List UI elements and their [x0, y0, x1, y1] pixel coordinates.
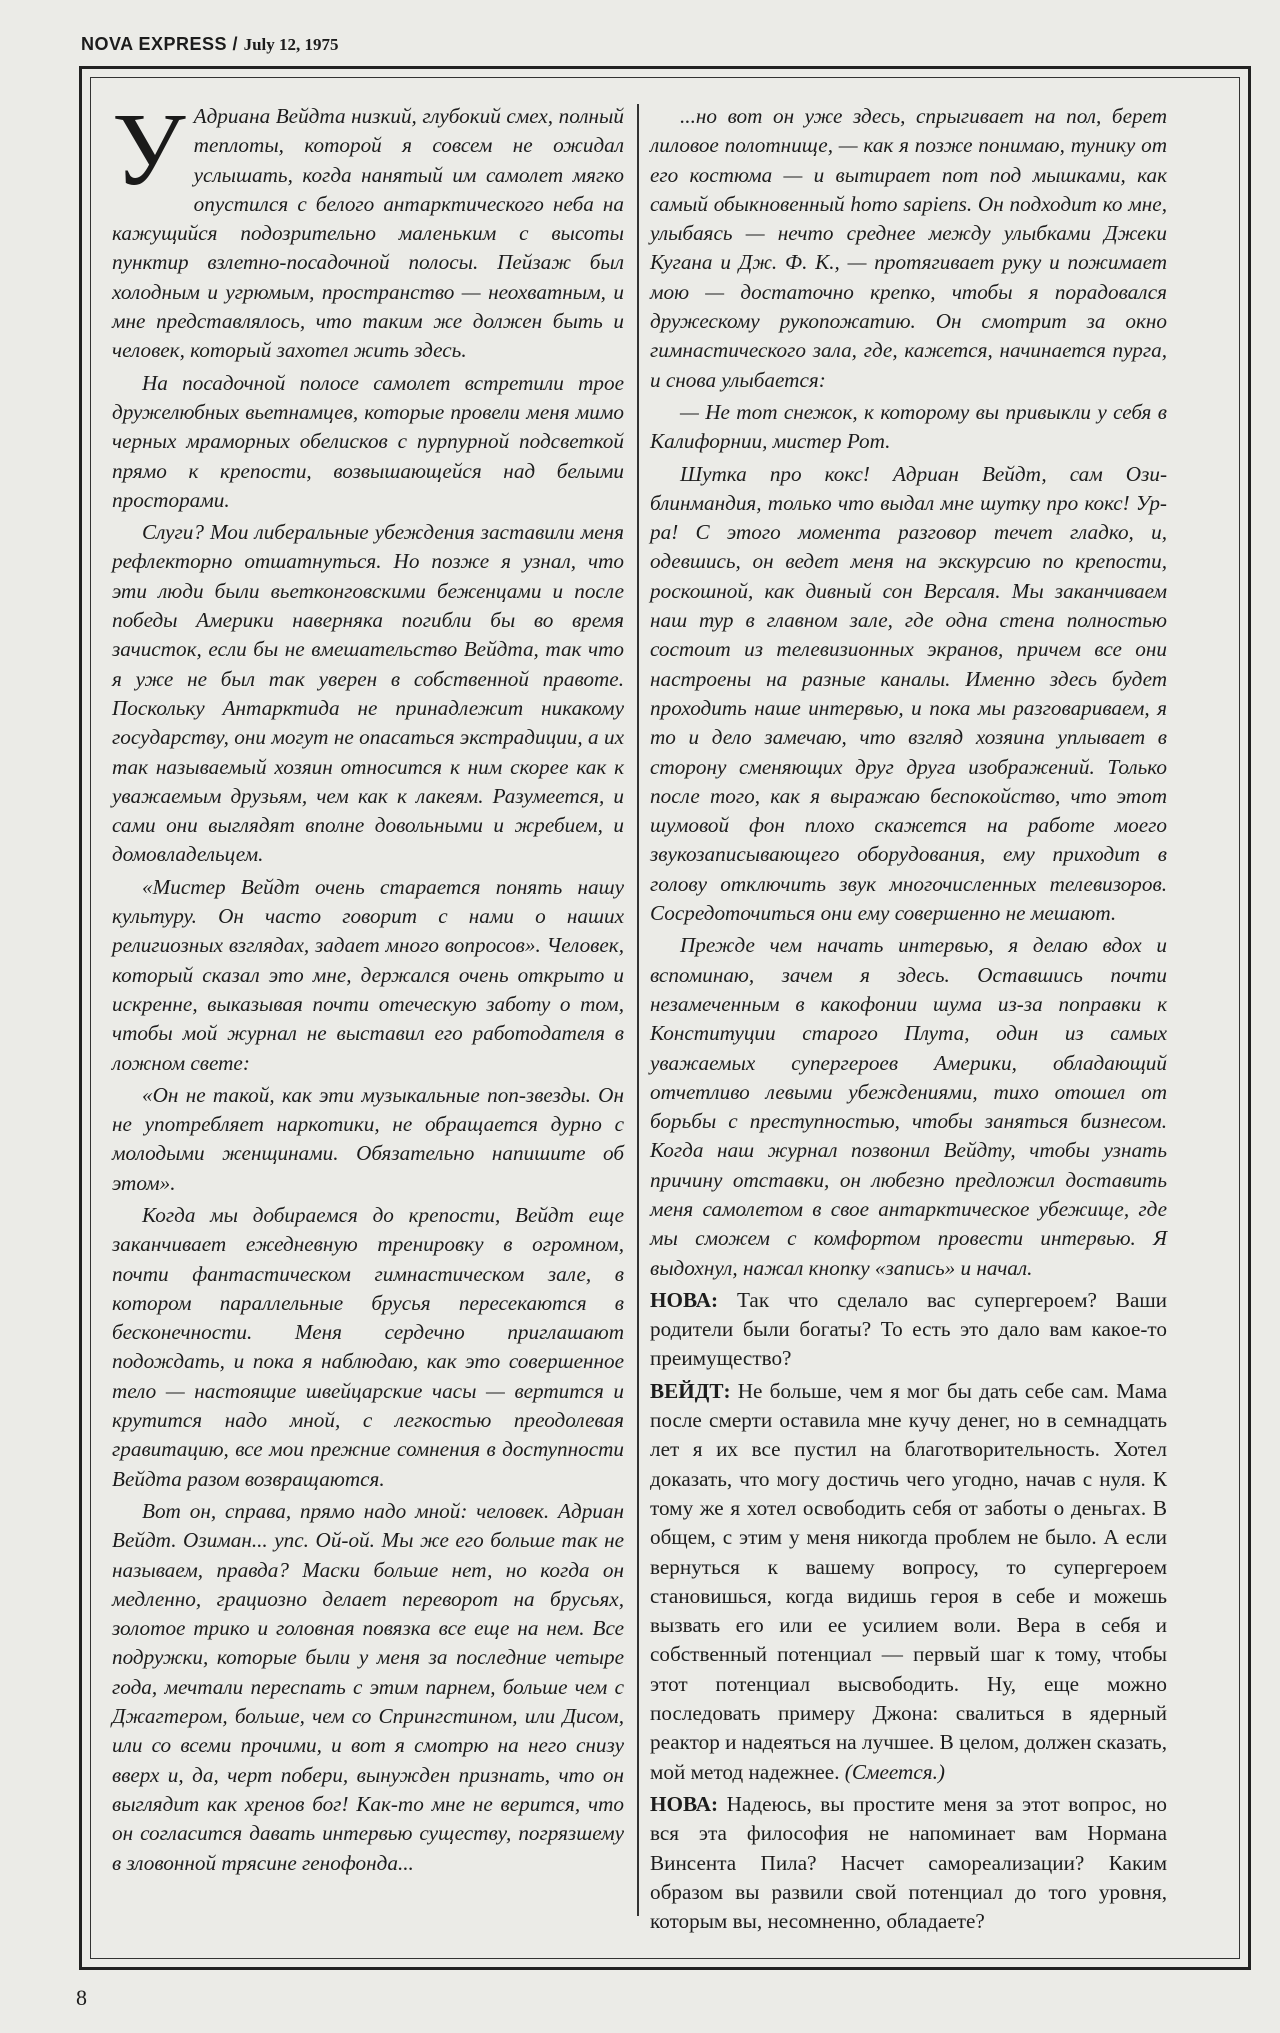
- paragraph: Когда мы добираемся до крепости, Вейдт еще заканчивает ежедневную тренировку в огромном, почти фантастическом гимнастическом зале, в котором параллельные брусья пересекаются в бесконечности. Меня сердечно приглашают подождать, и пока я наблюдаю, как это совершенное тело — настоящие швейцарские часы — вертится и крутится надо мной, с легкостью преодолевая гравитацию, все мои прежние сомнения в доступности Вейдта разом возвращаются.: [112, 1202, 624, 1491]
- paragraph: «Он не такой, как эти музыкальные поп-звезды. Он не употребляет наркотики, не обращается дурно с молодыми женщинами. Обязательно напишите об этом».: [112, 1082, 624, 1195]
- interview-question: [650, 1790, 1167, 1936]
- paragraph: ...но вот он уже здесь, спрыгивает на пол, берет лиловое полотнище, — как я позже понимаю, тунику от его костюма — и вытирает пот под мышками, как самый обыкновенный homo sapiens. Он подходит ко мне, улыбаясь — нечто среднее между улыбками Джеки Кугана и Дж. Ф. К., — протягивает руку и пожимает мою — достаточно крепко, чтобы я порадовался дружескому рукопожатию. Он смотрит за окно гимнастического зала, где, кажется, начинается пурга, и снова улыбается:: [650, 104, 1167, 392]
- paragraph: На посадочной полосе самолет встретили трое дружелюбных вьетнамцев, которые провели меня мимо черных мраморных обелисков с пурпурной подсветкой прямо к крепости, возвышающейся над белыми просторами.: [112, 370, 624, 512]
- speaker-label: ВЕЙДТ:: [650, 1378, 731, 1403]
- column-rule: [637, 104, 639, 1916]
- paragraph: Прежде чем начать интервью, я делаю вдох и вспоминаю, зачем я здесь. Оставшись почти незамеченным в какофонии шума из-за поправки к Конституции старого Плута, один из самых уважаемых супергероев Америки, обладающий отчетливо левыми убеждениями, тихо отошел от борьбы с преступностью, чтобы заняться бизнесом. Когда наш журнал позвонил Вейдту, чтобы узнать причину отставки, он любезно предложил доставить меня самолетом в свое антарктическое убежище, где мы сможем с комфортом провести интервью. Я выдохнул, нажал кнопку «запись» и начал.: [650, 933, 1167, 1280]
- interview-text: Не больше, чем я мог бы дать себе сам. Мама после смерти оставила мне кучу денег, но в семнадцать лет я их все пустил на благотворительность. Хотел доказать, что могу достичь чего угодно, начав с нуля. К тому же я хотел освободить себя от заботы о деньгах. В общем, с этим у меня никогда проблем не было. А если вернуться к вашему вопросу, то супергероем становишься, когда видишь героя в себе и можешь вызвать его или ее усилием воли. Вера в себя и собственный потенциал — первый шаг к тому, чтобы этот потенциал высвободить. Ну, еще можно последовать примеру Джона: свалиться в ядерный реактор и надеяться на лучшее. В целом, должен сказать, мой метод надежнее.: [650, 1378, 1167, 1784]
- masthead-separator: /: [227, 34, 244, 54]
- stage-direction: (Смеется.): [839, 1759, 945, 1784]
- paragraph: Вот он, справа, прямо надо мной: человек. Адриан Вейдт. Озиман... упс. Ой-ой. Мы же его больше так не называем, правда? Маски больше нет, но когда он медленно, грациозно делает переворот на брусьях, золотое трико и головная повязка все еще на нем. Все подружки, которые были у меня за последние четыре года, мечтали переспать с этим парнем, больше чем с Джагтером, больше, чем со Спрингстином, или Дисом, или со всеми прочими, и вот я смотрю на него снизу вверх и, да, черт побери, вынужден признать, что он выглядит как хренов бог! Как-то мне не верится, что он согласится давать интервью существу, погрязшему в зловонной трясине генофонда...: [112, 1498, 624, 1875]
- paragraph-text: Адриана Вейдта низкий, глубокий смех, полный теплоты, которой я совсем не ожидал услышать, когда нанятый им самолет мягко опустился с белого антарктического неба на кажущийся подозрительно маленьким с высоты пунктир взлетно-посадочной полосы. Пейзаж был холодным и угрюмым, пространство — неохватным, и мне представлялось, что таким же должен быть и человек, который захотел жить здесь.: [112, 104, 624, 363]
- masthead: [81, 34, 339, 55]
- right-column: [650, 102, 1167, 1939]
- interview-answer: [650, 1377, 1167, 1787]
- interview-question: [650, 1286, 1167, 1374]
- page-number: 8: [76, 1985, 87, 2010]
- paragraph: — Не тот снежок, к которому вы привыкли у себя в Калифорнии, мистер Рот.: [650, 399, 1167, 454]
- publication-name: NOVA EXPRESS: [81, 34, 228, 54]
- issue-date: July 12, 1975: [243, 35, 339, 54]
- interview-text: Так что сделало вас супергероем? Ваши родители были богаты? То есть это дало вам какое-то преимущество?: [650, 1287, 1167, 1371]
- speaker-label: НОВА:: [650, 1791, 719, 1816]
- drop-cap: У: [112, 92, 186, 207]
- paragraph: «Мистер Вейдт очень старается понять нашу культуру. Он часто говорит с нами о наших религиозных взглядах, задает много вопросов». Человек, который сказал это мне, держался очень открыто и искренне, выказывая почти отеческую заботу о том, чтобы мой журнал не выставил его работодателя в ложном свете:: [112, 874, 624, 1075]
- interview-text: Надеюсь, вы простите меня за этот вопрос, но вся эта философия не напоминает вам Нормана Винсента Пила? Насчет самореализации? Каким образом вы развили свой потенциал до того уровня, которым вы, несомненно, обладаете?: [650, 1791, 1167, 1934]
- paragraph: Слуги? Мои либеральные убеждения заставили меня рефлекторно отшатнуться. Но позже я узнал, что эти люди были вьетконговскими беженцами и после победы Америки наверняка погибли бы во время зачисток, если бы не вмешательство Вейдта, так что я уже не был так уверен в собственной правоте. Поскольку Антарктида не принадлежит никакому государству, они могут не опасаться экстрадиции, а их так называемый хозяин относится к ним скорее как к уважаемым друзьям, чем как к лакеям. Разумеется, и сами они выглядят вполне довольными и жребием, и домовладельцем.: [112, 520, 624, 867]
- speaker-label: НОВА:: [650, 1287, 719, 1312]
- paragraph: Шутка про кокс! Адриан Вейдт, сам Ози-блинмандия, только что выдал мне шутку про кокс! Ур-ра! С этого момента разговор течет гладко, и, одевшись, он ведет меня на экскурсию по крепости, роскошной, как дивный сон Версаля. Мы заканчиваем наш тур в главном зале, где одна стена полностью состоит из телевизионных экранов, причем все они настроены на разные каналы. Именно здесь будет проходить наше интервью, и пока мы разговариваем, я то и дело замечаю, что взгляд хозяина уплывает в сторону сменяющих друг друга изображений. Только после того, как я выражаю беспокойство, что этот шумовой фон плохо скажется на работе моего звукозаписывающего оборудования, ему приходит в голову отключить звук многочисленных телевизоров. Сосредоточиться они ему совершенно не мешают.: [650, 461, 1167, 926]
- left-column: [112, 92, 624, 1881]
- paragraph: [112, 92, 624, 366]
